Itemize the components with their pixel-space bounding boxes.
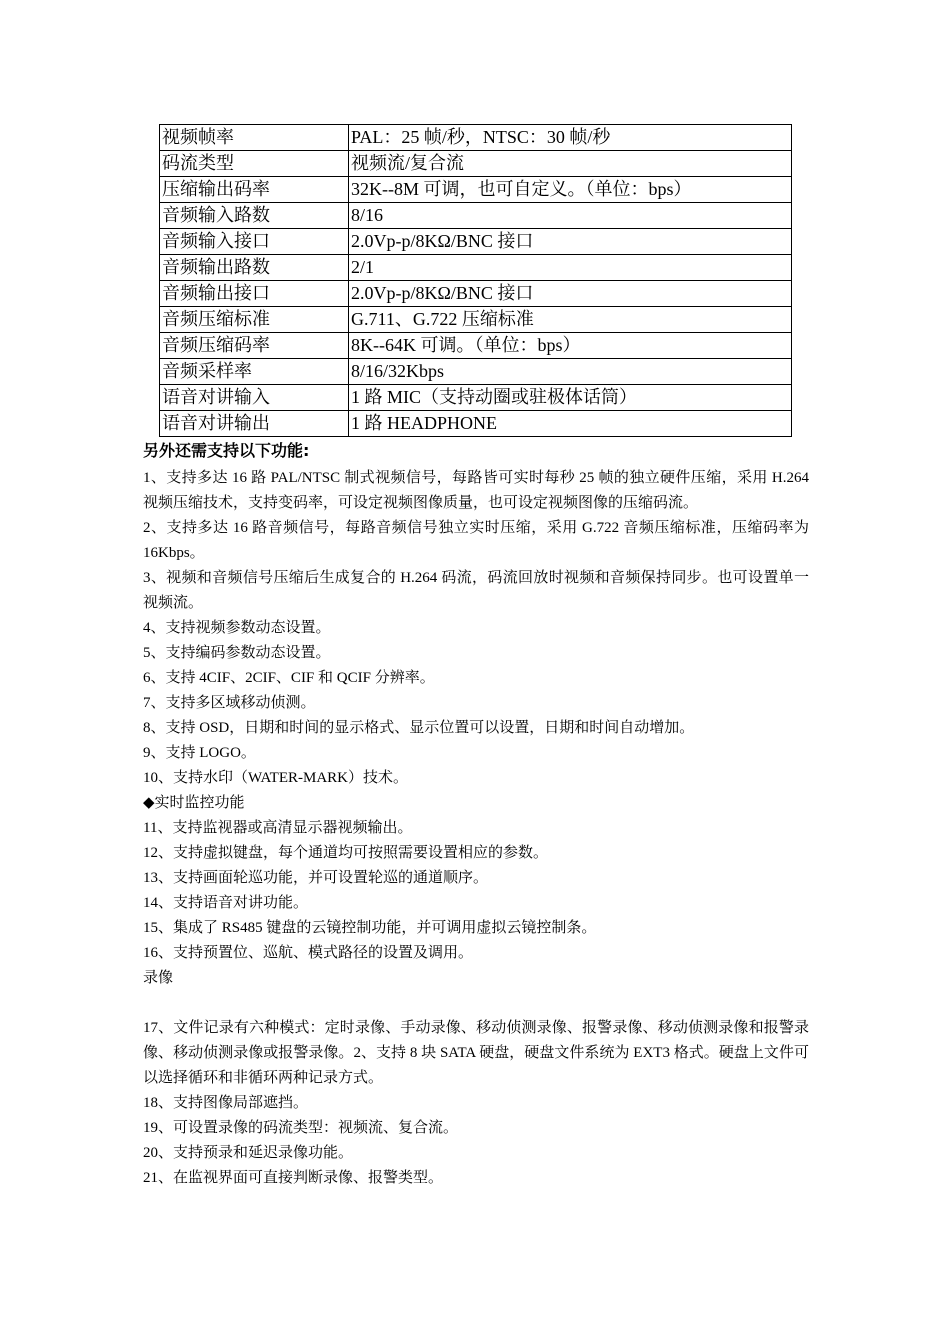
- blank-line: [143, 991, 809, 1016]
- feature-item: 2、支持多达 16 路音频信号，每路音频信号独立实时压缩，采用 G.722 音频压缩标准，压缩码率为 16Kbps。: [143, 520, 809, 561]
- spec-value: 1 路 MIC（支持动圈或驻极体话筒）: [349, 385, 792, 411]
- spec-label: 音频压缩码率: [160, 333, 349, 359]
- feature-item: 14、支持语音对讲功能。: [143, 895, 309, 911]
- spec-label: 视频帧率: [160, 125, 349, 151]
- spec-value: 2/1: [349, 255, 792, 281]
- spec-label: 码流类型: [160, 151, 349, 177]
- spec-value: G.711、G.722 压缩标准: [349, 307, 792, 333]
- section-heading: 另外还需支持以下功能:: [143, 441, 310, 460]
- spec-label: 音频输出接口: [160, 281, 349, 307]
- feature-item: 1、支持多达 16 路 PAL/NTSC 制式视频信号，每路皆可实时每秒 25 帧的独立硬件压缩，采用 H.264 视频压缩技术，支持变码率，可设定视频图像质量，也可设定视频图像的压缩码流。: [143, 470, 809, 511]
- table-row: [160, 229, 792, 255]
- subsection-heading: 录像: [143, 970, 174, 986]
- table-row: [160, 411, 792, 437]
- feature-item: 15、集成了 RS485 键盘的云镜控制功能，并可调用虚拟云镜控制条。: [143, 920, 597, 936]
- spec-value: PAL：25 帧/秒，NTSC：30 帧/秒: [349, 125, 792, 151]
- table-row: [160, 307, 792, 333]
- feature-item: 6、支持 4CIF、2CIF、CIF 和 QCIF 分辨率。: [143, 670, 435, 686]
- feature-item: 19、可设置录像的码流类型：视频流、复合流。: [143, 1120, 459, 1136]
- spec-label: 音频输入路数: [160, 203, 349, 229]
- spec-label: 音频采样率: [160, 359, 349, 385]
- spec-label: 语音对讲输出: [160, 411, 349, 437]
- spec-label: 语音对讲输入: [160, 385, 349, 411]
- feature-item: 18、支持图像局部遮挡。: [143, 1095, 309, 1111]
- feature-item: 21、在监视界面可直接判断录像、报警类型。: [143, 1170, 444, 1186]
- feature-item: 8、支持 OSD，日期和时间的显示格式、显示位置可以设置，日期和时间自动增加。: [143, 720, 695, 736]
- subsection-heading: ◆实时监控功能: [143, 795, 245, 811]
- table-row: [160, 125, 792, 151]
- table-row: [160, 151, 792, 177]
- feature-item: 5、支持编码参数动态设置。: [143, 645, 331, 661]
- spec-value: 视频流/复合流: [349, 151, 792, 177]
- feature-item: 7、支持多区域移动侦测。: [143, 695, 316, 711]
- feature-item: 13、支持画面轮巡功能，并可设置轮巡的通道顺序。: [143, 870, 489, 886]
- table-row: [160, 281, 792, 307]
- spec-label: 音频输出路数: [160, 255, 349, 281]
- table-row: [160, 255, 792, 281]
- feature-item: 3、视频和音频信号压缩后生成复合的 H.264 码流，码流回放时视频和音频保持同步。也可设置单一视频流。: [143, 570, 809, 611]
- table-row: [160, 203, 792, 229]
- table-row: [160, 359, 792, 385]
- feature-list: [143, 439, 809, 1191]
- table-row: [160, 177, 792, 203]
- feature-item: 9、支持 LOGO。: [143, 745, 256, 761]
- spec-value: 2.0Vp-p/8KΩ/BNC 接口: [349, 229, 792, 255]
- spec-table: [159, 124, 792, 437]
- feature-item: 16、支持预置位、巡航、模式路径的设置及调用。: [143, 945, 474, 961]
- spec-label: 压缩输出码率: [160, 177, 349, 203]
- spec-label: 音频压缩标准: [160, 307, 349, 333]
- spec-label: 音频输入接口: [160, 229, 349, 255]
- feature-item: 4、支持视频参数动态设置。: [143, 620, 331, 636]
- spec-value: 8/16: [349, 203, 792, 229]
- spec-value: 32K--8M 可调，也可自定义。（单位：bps）: [349, 177, 792, 203]
- spec-value: 1 路 HEADPHONE: [349, 411, 792, 437]
- feature-item: 10、支持水印（WATER-MARK）技术。: [143, 770, 408, 786]
- table-row: [160, 385, 792, 411]
- spec-value: 8/16/32Kbps: [349, 359, 792, 385]
- feature-item: 20、支持预录和延迟录像功能。: [143, 1145, 354, 1161]
- table-row: [160, 333, 792, 359]
- spec-value: 8K--64K 可调。（单位：bps）: [349, 333, 792, 359]
- feature-item: 11、支持监视器或高清显示器视频输出。: [143, 820, 413, 836]
- feature-item: 17、文件记录有六种模式：定时录像、手动录像、移动侦测录像、报警录像、移动侦测录像和报警录像、移动侦测录像或报警录像。2、支持 8 块 SATA 硬盘，硬盘文件系统为 EXT3 格式。硬盘上文件可以选择循环和非循环两种记录方式。: [143, 1020, 809, 1086]
- feature-item: 12、支持虚拟键盘，每个通道均可按照需要设置相应的参数。: [143, 845, 549, 861]
- spec-value: 2.0Vp-p/8KΩ/BNC 接口: [349, 281, 792, 307]
